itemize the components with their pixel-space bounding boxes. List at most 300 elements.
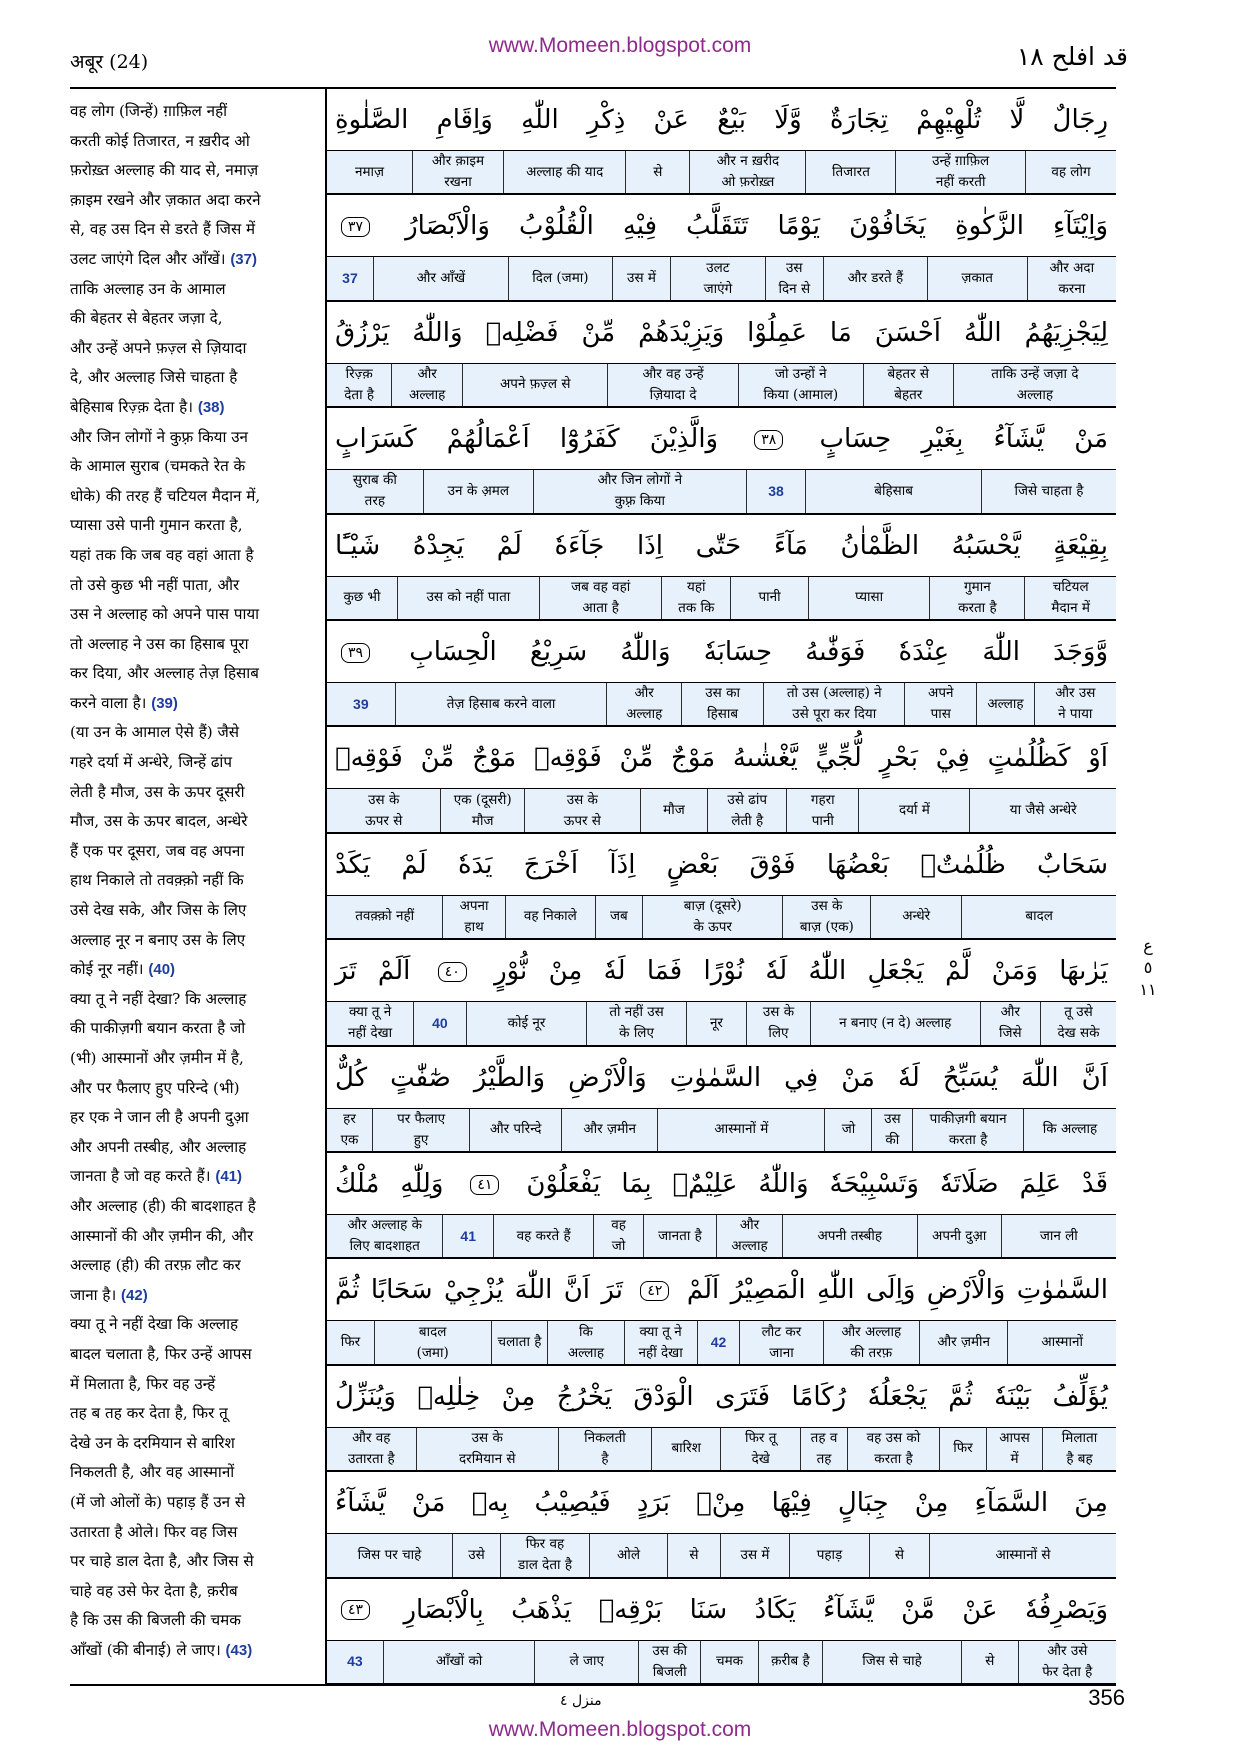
word-meaning-text: कि अल्लाह xyxy=(567,1323,605,1361)
word-meaning-text: जो xyxy=(841,1121,856,1138)
translation-line xyxy=(70,1133,318,1163)
verse-block xyxy=(327,301,1116,407)
translation-text: क़ाइम रखने और ज़कात अदा करने xyxy=(70,190,261,209)
translation-text: से, वह उस दिन से डरते हैं जिस में xyxy=(70,220,256,239)
word-meaning-cell xyxy=(823,1321,919,1363)
word-meaning-cell xyxy=(469,1109,561,1151)
word-meaning-cell xyxy=(440,789,524,831)
word-meaning-text: क़रीब है xyxy=(771,1653,810,1670)
translation-line xyxy=(70,837,318,867)
word-meaning-cell xyxy=(869,1534,929,1576)
translation-line xyxy=(70,363,318,393)
word-meaning-cell xyxy=(651,1428,720,1470)
translation-text: और उन्हें अपने फ़ज़्ल से ज़ियादा xyxy=(70,338,247,357)
word-meaning-cell xyxy=(847,1428,939,1470)
word-meaning-cell xyxy=(961,1641,1018,1683)
word-meaning-text: नमाज़ xyxy=(354,163,385,180)
arabic-text: وَلِلّٰهِ مُلْكُ xyxy=(335,1169,444,1199)
translation-line xyxy=(70,245,318,275)
verse-number: (42) xyxy=(121,1286,148,1304)
arabic-text: سَحَابٌ ظُلُمٰتٌۢ بَعْضُهَا فَوْقَ بَعْضٍ اِذَآ اَخْرَجَ يَدَهٗ لَمْ يَكَدْ xyxy=(335,849,1108,880)
word-meaning-cell xyxy=(595,896,642,938)
word-meaning-text: अपने फ़ज़्ल से xyxy=(499,376,571,393)
translation-line xyxy=(70,1577,318,1607)
translation-text: में मिलाता है, फिर वह उन्हें xyxy=(70,1374,216,1393)
word-meaning-cell xyxy=(391,364,462,406)
word-meaning-cell xyxy=(904,683,976,725)
word-meaning-text: और न ख़रीद ओ फ़रोख़्त xyxy=(716,153,780,191)
translation-line xyxy=(70,748,318,778)
word-meaning-cell xyxy=(858,789,969,831)
word-meaning-text: गहरा पानी xyxy=(810,791,835,829)
running-head-left: अबूर (24) xyxy=(70,51,149,73)
translation-text: आँखों (की बीनाई) ले जाए। xyxy=(70,1640,221,1659)
word-meaning-text: और वह उन्हें ज़ियादा दे xyxy=(642,365,704,403)
word-meaning-cell xyxy=(327,1428,416,1470)
word-meaning-text: पर फैलाए हुए xyxy=(397,1110,446,1148)
word-meaning-cell xyxy=(919,1321,1007,1363)
word-meaning-text: मौज xyxy=(663,802,685,819)
verse-block xyxy=(327,514,1116,620)
translation-text: अल्लाह नूर न बनाए उस के लिए xyxy=(70,930,246,949)
word-meaning-cell xyxy=(730,577,808,619)
word-meaning-cell xyxy=(327,1109,372,1151)
word-meaning-cell xyxy=(800,1428,847,1470)
translation-line xyxy=(70,1014,318,1044)
word-meaning-text: जानता है xyxy=(658,1227,702,1244)
translation-text: हर एक ने जान ली है अपनी दुआ़ xyxy=(70,1108,249,1127)
word-meaning-text: 39 xyxy=(353,695,369,712)
ruku-marker-count: ١١ xyxy=(1139,980,1157,999)
translation-line xyxy=(70,511,318,541)
word-meaning-text: जान ली xyxy=(1039,1227,1078,1244)
translation-text: पर चाहे डाल देता है, और जिस से xyxy=(70,1552,254,1571)
word-meaning-cell xyxy=(327,1002,413,1044)
word-meaning-text: से xyxy=(653,163,663,180)
arabic-line xyxy=(327,301,1116,363)
verse-block xyxy=(327,939,1116,1045)
word-meaning-text: उस दिन से xyxy=(778,259,811,297)
translation-line xyxy=(70,1370,318,1400)
word-meaning-cell xyxy=(758,1641,822,1683)
word-meaning-cell xyxy=(1025,151,1116,193)
arabic-line xyxy=(327,833,1116,895)
word-meaning-cell xyxy=(661,577,730,619)
word-meaning-cell xyxy=(493,1215,593,1257)
word-meaning-cell xyxy=(805,470,981,512)
ayah-end-marker: ٤٢ xyxy=(640,1281,669,1301)
word-translation-row xyxy=(327,576,1116,620)
word-translation-row xyxy=(327,1320,1116,1364)
word-meaning-cell xyxy=(917,1215,1001,1257)
word-translation-row xyxy=(327,256,1116,300)
arabic-line xyxy=(327,1471,1116,1533)
word-meaning-text: आस्मानों xyxy=(1041,1334,1083,1351)
translation-line xyxy=(70,926,318,956)
translation-line xyxy=(70,482,318,512)
manzil-label: منزل ٤ xyxy=(560,1693,602,1709)
translation-text: उस ने अल्लाह को अपने पास पाया xyxy=(70,605,260,624)
word-meaning-cell xyxy=(416,1428,558,1470)
word-meaning-text: जब वह वहां आता है xyxy=(571,578,631,616)
word-meaning-text: कुछ भी xyxy=(343,589,381,606)
word-meaning-text: वह लोग xyxy=(1051,163,1091,180)
word-meaning-text: तू उसे देख सके xyxy=(1057,1004,1100,1042)
translation-text: देखे उन के दरमियान से बारिश xyxy=(70,1433,235,1452)
translation-text: निकलती है, और वह आस्मानों xyxy=(70,1463,235,1482)
word-meaning-cell xyxy=(462,364,607,406)
word-meaning-cell xyxy=(953,364,1116,406)
word-meaning-text: उस के ऊपर से xyxy=(563,791,601,829)
translation-line xyxy=(70,600,318,630)
word-meaning-text: उस में xyxy=(740,1546,770,1563)
word-meaning-text: वह निकाले xyxy=(523,908,577,925)
word-meaning-text: हर एक xyxy=(340,1110,359,1148)
arabic-text: يَرٰىهَا وَمَنْ لَّمْ يَجْعَلِ اللّٰهُ لَهٗ نُوْرًا فَمَا لَهٗ مِنْ نُّوْرٍ xyxy=(494,956,1108,987)
ayah-end-marker: ٣٩ xyxy=(341,643,370,663)
word-translation-row xyxy=(327,682,1116,726)
translation-line xyxy=(70,1429,318,1459)
word-meaning-cell xyxy=(593,1215,643,1257)
translation-text: धोके) की तरह हैं चटियल मैदान में, xyxy=(70,486,261,505)
translation-line xyxy=(70,97,318,127)
word-meaning-cell xyxy=(606,683,680,725)
translation-text: बेहिसाब रिज़्क़ देता है। xyxy=(70,397,193,416)
word-meaning-text: उन के अ़मल xyxy=(447,482,510,499)
word-meaning-text: उस में xyxy=(627,270,656,287)
word-translation-row xyxy=(327,788,1116,832)
translation-text: हैं एक पर दूसरा, जब वह अपना xyxy=(70,841,245,860)
word-meaning-cell xyxy=(720,1534,789,1576)
word-meaning-cell xyxy=(327,470,423,512)
word-meaning-cell xyxy=(939,1428,986,1470)
word-by-word-grid xyxy=(327,88,1116,1684)
verse-number-cell xyxy=(413,1002,466,1044)
arabic-line xyxy=(327,939,1116,1001)
running-head-right: قد افلح ١٨ xyxy=(1016,42,1128,71)
translation-text: क्या तू ने नहीं देखा? कि अल्लाह xyxy=(70,989,247,1008)
word-meaning-text: ताकि उन्हें जज़ा दे अल्लाह xyxy=(991,365,1079,403)
translation-line xyxy=(70,659,318,689)
word-meaning-text: 37 xyxy=(342,270,358,287)
arabic-line xyxy=(327,1365,1116,1427)
word-meaning-cell xyxy=(452,1534,500,1576)
verse-block xyxy=(327,1578,1116,1684)
translation-line xyxy=(70,1606,318,1636)
word-meaning-text: और अल्लाह की तरफ़ xyxy=(841,1323,902,1361)
verse-number-cell xyxy=(327,683,395,725)
word-meaning-cell xyxy=(423,470,533,512)
word-meaning-cell xyxy=(558,1428,651,1470)
arabic-line xyxy=(327,1152,1116,1214)
word-meaning-cell xyxy=(823,257,927,299)
word-meaning-text: यहां तक कि xyxy=(678,578,715,616)
ayah-end-marker: ٣٧ xyxy=(341,217,370,237)
verse-block xyxy=(327,1365,1116,1471)
word-meaning-text: कोई नूर xyxy=(507,1014,546,1031)
word-meaning-cell xyxy=(1023,1109,1116,1151)
verse-block xyxy=(327,1046,1116,1152)
word-meaning-text: उस के बाज़ (एक) xyxy=(799,897,854,935)
word-meaning-cell xyxy=(863,364,953,406)
word-meaning-text: और आँखें xyxy=(416,270,466,287)
arabic-line xyxy=(327,514,1116,576)
arabic-line xyxy=(327,1578,1116,1640)
translation-line xyxy=(70,1074,318,1104)
word-meaning-text: उस को नहीं पाता xyxy=(426,589,511,606)
word-meaning-cell xyxy=(395,683,607,725)
translation-text: क्या तू ने नहीं देखा कि अल्लाह xyxy=(70,1315,239,1334)
verse-number: (41) xyxy=(215,1168,243,1186)
translation-text: गहरे दर्या में अन्धेरे, जिन्हें ढांप xyxy=(70,753,232,772)
word-translation-row xyxy=(327,363,1116,407)
word-meaning-cell xyxy=(765,257,823,299)
word-meaning-text: अपने पास xyxy=(928,685,954,723)
translation-text: और अल्लाह (ही) की बादशाहत है xyxy=(70,1196,256,1215)
word-meaning-text: वह करते हैं xyxy=(516,1227,571,1244)
word-meaning-cell xyxy=(782,896,870,938)
verse-block xyxy=(327,1152,1116,1258)
word-meaning-text: वह जो xyxy=(611,1217,626,1255)
verse-number-cell xyxy=(697,1321,740,1363)
word-meaning-cell xyxy=(503,151,625,193)
translation-line xyxy=(70,718,318,748)
translation-text: और जिन लोगों ने कुफ़्र किया उन xyxy=(70,427,248,446)
word-meaning-text: उस की बिजली xyxy=(652,1642,688,1680)
word-meaning-text: क्या तू ने नहीं देखा xyxy=(638,1323,683,1361)
translation-text: जानता है जो वह करते हैं। xyxy=(70,1167,211,1186)
word-meaning-text: चटियल मैदान में xyxy=(1051,578,1090,616)
translation-line xyxy=(70,571,318,601)
translation-text: चाहे वह उसे फेर देता है, क़रीब xyxy=(70,1581,238,1600)
arabic-line xyxy=(327,194,1116,256)
word-meaning-text: वह उस को करता है xyxy=(866,1429,921,1467)
word-meaning-cell xyxy=(961,896,1116,938)
word-meaning-text: फिर वह डाल देता है xyxy=(518,1536,572,1574)
arabic-text: قَدْ عَلِمَ صَلَاتَهٗ وَتَسْبِيْحَهٗ وَاللّٰهُ عَلِيْمٌۢ بِمَا يَفْعَلُوْنَ xyxy=(526,1169,1109,1199)
word-meaning-text: जब xyxy=(610,908,628,925)
word-meaning-text: फिर तू देखे xyxy=(744,1429,777,1467)
word-meaning-cell xyxy=(1040,1002,1116,1044)
translation-text: उतारता है ओले। फिर वह जिस xyxy=(70,1522,238,1541)
verse-block xyxy=(327,194,1116,300)
word-meaning-text: उस के लिए xyxy=(762,1004,795,1042)
translation-text: प्यासा उसे पानी गुमान करता है, xyxy=(70,516,243,535)
word-meaning-text: जिस पर चाहे xyxy=(357,1546,422,1563)
translation-text: और अपनी तस्बीह, और अल्लाह xyxy=(70,1137,247,1156)
word-meaning-text: और अल्लाह के लिए बादशाहत xyxy=(347,1217,422,1255)
translation-line xyxy=(70,1222,318,1252)
word-meaning-cell xyxy=(327,364,391,406)
translation-text: लेती है मौज, उस के ऊपर दूसरी xyxy=(70,782,245,801)
translation-line xyxy=(70,807,318,837)
word-meaning-text: उस के दरमियान से xyxy=(459,1429,516,1467)
bottom-rule xyxy=(70,1684,1116,1686)
word-translation-row xyxy=(327,469,1116,513)
translation-text: और पर फैलाए हुए परिन्दे (भी) xyxy=(70,1078,240,1097)
word-meaning-text: ओले xyxy=(617,1546,640,1563)
translation-text: ताकि अल्लाह उन के आमाल xyxy=(70,279,226,298)
word-meaning-text: और अल्लाह xyxy=(626,685,663,723)
arabic-text: بِقِيْعَةٍ يَّحْسَبُهُ الظَّمْاٰنُ مَآءً حَتّٰى اِذَا جَآءَهٗ لَمْ يَجِدْهُ شَيْـًٔا xyxy=(335,530,1108,561)
verse-number: (39) xyxy=(151,694,178,712)
translation-line xyxy=(70,985,318,1015)
word-meaning-cell xyxy=(927,257,1027,299)
translation-text: (या उन के आमाल ऐसे हैं) जैसे xyxy=(70,723,240,742)
word-meaning-text: फिर xyxy=(953,1440,973,1457)
word-meaning-text: से xyxy=(689,1546,699,1563)
word-meaning-text: बारिश xyxy=(671,1440,701,1457)
header-url[interactable]: www.Momeen.blogspot.com xyxy=(488,34,752,57)
word-translation-row xyxy=(327,1214,1116,1258)
word-meaning-text: से xyxy=(985,1653,995,1670)
word-meaning-cell xyxy=(624,1321,697,1363)
word-meaning-cell xyxy=(700,1641,758,1683)
word-meaning-text: नूर xyxy=(709,1014,723,1031)
word-meaning-text: क्या तू ने नहीं देखा xyxy=(348,1004,393,1042)
word-meaning-cell xyxy=(589,1534,667,1576)
word-meaning-cell xyxy=(786,789,858,831)
translation-line xyxy=(70,1488,318,1518)
word-meaning-text: आँखों को xyxy=(435,1653,483,1670)
word-meaning-cell xyxy=(372,1109,469,1151)
word-meaning-text: पानी xyxy=(758,589,781,606)
word-meaning-text: उसे ढांप लेती है xyxy=(727,791,768,829)
arabic-line xyxy=(327,1046,1116,1108)
translation-text: फ़रोख़्त अल्लाह की याद से, नमाज़ xyxy=(70,161,259,180)
word-meaning-cell xyxy=(534,1641,638,1683)
arabic-text: اَوْ كَظُلُمٰتٍ فِيْ بَحْرٍ لُّجِّيٍّ يَّغْشٰىهُ مَوْجٌ مِّنْ فَوْقِهٖ مَوْجٌ مِّنْ فَوْقِهٖ xyxy=(335,743,1108,774)
word-meaning-text: 41 xyxy=(460,1227,476,1244)
word-meaning-cell xyxy=(980,1002,1040,1044)
word-meaning-cell xyxy=(327,1215,442,1257)
verse-block xyxy=(327,407,1116,513)
verse-block xyxy=(327,620,1116,726)
word-meaning-text: तवक़्क़ो नहीं xyxy=(355,908,415,925)
translation-line xyxy=(70,393,318,423)
word-meaning-cell xyxy=(981,470,1116,512)
word-meaning-text: तो उस (अल्लाह) ने उसे पूरा कर दिया xyxy=(786,685,882,723)
word-meaning-cell xyxy=(533,470,746,512)
word-meaning-cell xyxy=(681,683,763,725)
translation-line xyxy=(70,1636,318,1666)
word-meaning-cell xyxy=(808,577,929,619)
word-meaning-text: बादल (जमा) xyxy=(416,1323,449,1361)
arabic-line xyxy=(327,88,1116,150)
word-meaning-text: न बनाए (न दे) अल्लाह xyxy=(839,1014,952,1031)
word-meaning-cell xyxy=(412,151,503,193)
word-meaning-cell xyxy=(327,577,397,619)
verse-block xyxy=(327,726,1116,832)
verse-block xyxy=(327,1258,1116,1364)
arabic-text: وَالَّذِيْنَ كَفَرُوْٓا اَعْمَالُهُمْ كَسَرَابٍ xyxy=(335,424,719,455)
translation-line xyxy=(70,334,318,364)
translation-line xyxy=(70,1251,318,1281)
word-meaning-cell xyxy=(782,1215,917,1257)
word-meaning-text: आपस में xyxy=(999,1429,1030,1467)
word-meaning-text: और उस ने पाया xyxy=(1055,685,1096,723)
word-meaning-cell xyxy=(810,1002,980,1044)
arabic-line xyxy=(327,726,1116,788)
word-translation-row xyxy=(327,1001,1116,1045)
word-meaning-cell xyxy=(929,577,1024,619)
arabic-text: وَاِيْتَآءِ الزَّكٰوةِ يَخَافُوْنَ يَوْمًا تَتَقَلَّبُ فِيْهِ الْقُلُوْبُ وَالْاَبْصَارُ xyxy=(405,211,1108,242)
word-meaning-text: उलट जाएंगे xyxy=(703,259,733,297)
word-meaning-cell xyxy=(707,789,786,831)
ruku-marker-number: ٥ xyxy=(1143,958,1153,977)
word-meaning-cell xyxy=(547,1321,623,1363)
arabic-line xyxy=(327,1258,1116,1320)
word-meaning-cell xyxy=(524,789,640,831)
translation-text: अल्लाह (ही) की तरफ़ लौट कर xyxy=(70,1256,241,1275)
word-meaning-text: ज़कात xyxy=(961,270,993,287)
translation-line xyxy=(70,156,318,186)
word-meaning-cell xyxy=(607,364,738,406)
arabic-text: وَيَصْرِفُهٗ عَنْ مَّنْ يَّشَآءُ يَكَادُ سَنَا بَرْقِهٖ يَذْهَبُ بِالْاَبْصَارِ xyxy=(403,1594,1108,1625)
word-meaning-cell xyxy=(720,1428,800,1470)
translation-text: यहां तक कि जब वह वहां आता है xyxy=(70,545,254,564)
arabic-text: تَرَ اَنَّ اللّٰهَ يُزْجِيْ سَحَابًا ثُمَّ xyxy=(335,1275,623,1306)
translation-line xyxy=(70,304,318,334)
translation-text: दे, और अल्लाह जिसे चाहता है xyxy=(70,368,238,387)
word-meaning-cell xyxy=(383,1641,535,1683)
page-number: 356 xyxy=(1088,1685,1125,1710)
word-meaning-text: 40 xyxy=(432,1014,448,1031)
word-meaning-cell xyxy=(638,1641,700,1683)
word-meaning-cell xyxy=(586,1002,685,1044)
word-meaning-cell xyxy=(1027,257,1116,299)
footer-url[interactable]: www.Momeen.blogspot.com xyxy=(488,1718,752,1741)
word-meaning-text: 43 xyxy=(347,1653,363,1670)
word-meaning-cell xyxy=(976,683,1033,725)
verse-block xyxy=(327,88,1116,194)
word-meaning-cell xyxy=(912,1109,1023,1151)
arabic-text: السَّمٰوٰتِ وَالْاَرْضِ وَاِلَى اللّٰهِ الْمَصِيْرُ اَلَمْ xyxy=(686,1275,1109,1306)
verse-number: (37) xyxy=(230,250,257,268)
word-meaning-text: और ज़मीन xyxy=(583,1121,637,1138)
word-meaning-cell xyxy=(1018,1641,1116,1683)
arabic-line xyxy=(327,620,1116,682)
arabic-text: مَنْ يَّشَآءُ بِغَيْرِ حِسَابٍ xyxy=(819,424,1108,455)
word-meaning-text: और डरते हैं xyxy=(847,270,904,287)
word-meaning-cell xyxy=(969,789,1116,831)
ayah-end-marker: ٤٠ xyxy=(438,962,467,982)
ruku-marker-letter: ع xyxy=(1143,936,1153,955)
word-meaning-cell xyxy=(539,577,662,619)
arabic-line xyxy=(327,407,1116,469)
word-meaning-cell xyxy=(739,1321,822,1363)
word-meaning-cell xyxy=(508,257,612,299)
word-meaning-text: और जिसे xyxy=(999,1004,1022,1042)
word-meaning-cell xyxy=(374,1321,491,1363)
word-meaning-text: और परिन्दे xyxy=(489,1121,542,1138)
word-meaning-text: पाकीज़गी बयान करता है xyxy=(929,1110,1007,1148)
word-meaning-text: और अल्लाह xyxy=(731,1217,768,1255)
word-meaning-text: उस का हिसाब xyxy=(705,685,740,723)
word-meaning-text: जिसे चाहता है xyxy=(1014,482,1084,499)
word-meaning-cell xyxy=(789,1534,869,1576)
translation-line xyxy=(70,541,318,571)
translation-line xyxy=(70,275,318,305)
word-meaning-text: बाज़ (दूसरे) के ऊपर xyxy=(683,897,742,935)
verse-block xyxy=(327,1471,1116,1577)
word-meaning-text: सुराब की तरह xyxy=(352,472,397,510)
word-translation-row xyxy=(327,1533,1116,1577)
translation-text: बादल चलाता है, फिर उन्हें आपस xyxy=(70,1344,252,1363)
hindi-translation-column xyxy=(70,97,318,1665)
ayah-end-marker: ٤١ xyxy=(470,1175,499,1195)
word-meaning-text: अन्धेरे xyxy=(902,908,931,925)
